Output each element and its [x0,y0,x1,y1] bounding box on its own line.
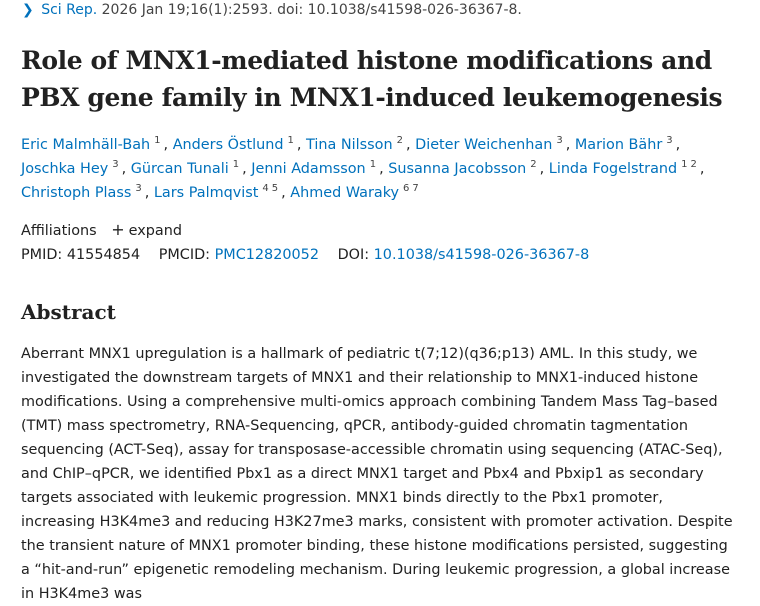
author-name-link[interactable]: Ahmed Waraky [290,185,400,201]
article-title: Role of MNX1-mediated histone modifications and PBX gene family in MNX1-induced leukemogenesis [21,46,723,112]
affiliation-ref-number[interactable]: 2 [396,135,403,146]
affiliation-refs [112,159,121,170]
affiliation-refs [288,135,297,146]
author-item [549,161,700,177]
author-item [575,137,676,153]
author-separator: , [296,137,307,153]
affiliation-ref-number[interactable]: 3 [112,159,119,170]
affiliation-refs [681,159,700,170]
affiliation-ref-number[interactable]: 7 [412,183,419,194]
author-name-link[interactable]: Dieter Weichenhan [415,137,553,153]
citation-details: 2026 Jan 19;16(1):2593. doi: 10.1038/s41598-026-36367-8. [101,2,522,18]
author-separator: , [163,137,173,153]
affiliation-ref-number[interactable]: 1 [232,159,240,170]
author-item [415,137,566,153]
affiliation-refs [530,159,539,170]
author-item [290,185,422,201]
affiliation-refs [233,159,242,170]
author-separator: , [539,161,549,177]
abstract-heading: Abstract [21,300,116,324]
article-ids [21,247,603,263]
author-item [21,185,145,201]
author-item [173,137,297,153]
affiliation-ref-number[interactable]: 1 [681,159,688,170]
affiliation-refs [154,135,163,146]
expand-toggle[interactable]: expand [128,223,182,239]
pmcid-label: PMCID: [158,247,211,263]
affiliations-label: Affiliations [21,223,97,239]
pmcid-link[interactable]: PMC12820052 [214,247,319,263]
author-item [131,161,242,177]
author-separator: , [379,161,389,177]
affiliations-row [21,220,182,239]
author-name-link[interactable]: Anders Östlund [172,137,284,153]
author-separator: , [405,137,416,153]
author-name-link[interactable]: Christoph Plass [21,185,132,201]
affiliation-ref-number[interactable]: 2 [690,159,697,170]
author-separator: , [565,137,575,153]
affiliation-ref-number[interactable]: 2 [530,159,537,170]
doi-label: DOI: [337,247,370,263]
author-item [251,161,379,177]
author-separator: , [144,185,154,201]
author-separator: , [281,185,291,201]
affiliation-refs [403,183,422,194]
author-name-link[interactable]: Marion Bähr [574,137,663,153]
author-name-link[interactable]: Jenni Adamsson [251,161,366,177]
affiliation-refs [556,135,565,146]
journal-link[interactable]: Sci Rep. [41,2,98,18]
author-name-link[interactable]: Eric Malmhäll-Bah [21,137,151,153]
affiliation-refs [370,159,379,170]
affiliation-ref-number[interactable]: 5 [271,183,279,194]
affiliation-refs [135,183,144,194]
affiliation-ref-number[interactable]: 1 [287,135,294,146]
affiliation-ref-number[interactable]: 1 [369,159,377,170]
author-name-link[interactable]: Gürcan Tunali [130,161,229,177]
affiliation-ref-number[interactable]: 3 [556,135,563,146]
affiliation-refs [666,135,675,146]
author-name-link[interactable]: Joschka Hey [21,161,109,177]
author-name-link[interactable]: Tina Nilsson [306,137,393,153]
chevron-right-icon[interactable]: ❯ [22,2,34,18]
author-item [306,137,406,153]
author-item [388,161,539,177]
doi-link[interactable]: 10.1038/s41598-026-36367-8 [373,247,590,263]
affiliation-ref-number[interactable]: 6 [403,183,410,194]
citation-line [22,2,522,18]
author-item [154,185,281,201]
abstract-text: Aberrant MNX1 upregulation is a hallmark of pediatric t(7;12)(q36;p13) AML. In this study, we investigated the downstream targets of MNX1 and their relationship to MNX1-induced histone modifications. Using a comprehensive multi-omics approach combining Tandem Mass Tag–based (TMT) mass spectrometry, RNA-Sequencing, qPCR, antibody-guided chromatin tagmentation sequencing (ACT-Seq), assay for transposase-accessible chromatin using sequencing (ATAC-Seq), and ChIP–qPCR, we identified Pbx1 as a direct MNX1 target and Pbx4 and Pbxip1 as secondary targets associated with leukemic progression. MNX1 binds directly to the Pbx1 promoter, increasing H3K4me3 and reducing H3K27me3 marks, consistent with promoter activation. Despite the transient nature of MNX1 promoter binding, these histone modifications persisted, suggesting a “hit-and-run” epigenetic remodeling mechanism. During leukemic progression, a global increase in H3K4me3 was [21,346,733,602]
author-name-link[interactable]: Linda Fogelstrand [548,161,678,177]
author-item [21,137,164,153]
author-separator: , [242,161,252,177]
affiliation-ref-number[interactable]: 4 [262,183,269,194]
affiliation-refs [397,135,406,146]
author-item [21,161,122,177]
affiliation-ref-number[interactable]: 1 [154,135,161,146]
affiliation-refs [262,183,281,194]
affiliation-ref-number[interactable]: 3 [666,135,673,146]
author-name-link[interactable]: Lars Palmqvist [153,185,259,201]
author-separator: , [121,161,131,177]
plus-icon[interactable]: + [111,220,125,239]
author-separator: , [675,137,681,153]
author-separator: , [699,161,705,177]
affiliation-ref-number[interactable]: 3 [135,183,142,194]
author-list [21,133,751,205]
author-name-link[interactable]: Susanna Jacobsson [388,161,527,177]
pmid-label: PMID: [21,247,63,263]
pmid-value: 41554854 [66,247,141,263]
